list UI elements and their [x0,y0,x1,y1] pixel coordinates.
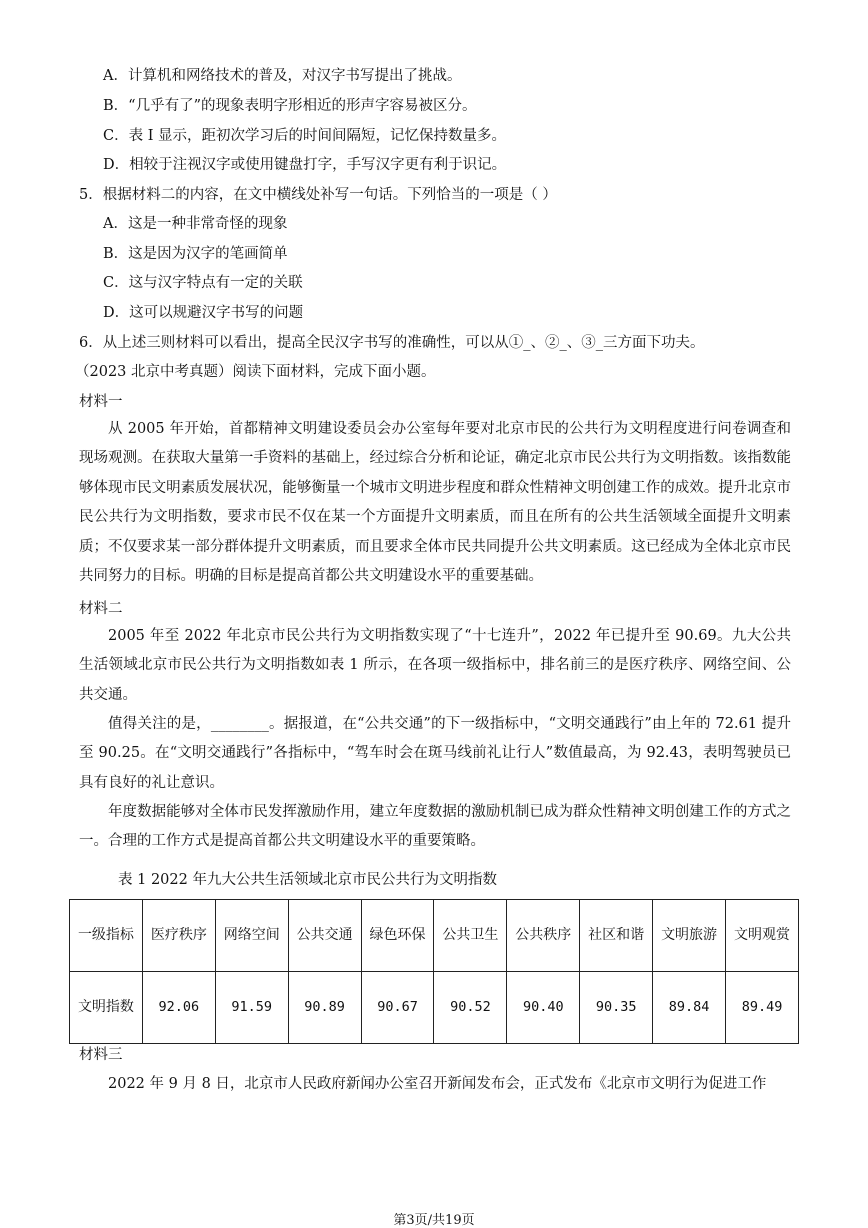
q5-option-c: C．这与汉字特点有一定的关联 [103,275,303,291]
q4-option-c: C．表 I 显示，距初次学习后的时间间隔短，记忆保持数量多。 [103,128,507,144]
civility-index-table [69,899,799,1044]
material-2-para-1: 2005 年至 2022 年北京市民公共行为文明指数实现了“十七连升”，2022 年已提升至 90.69。九大公共生活领域北京市民公共行为文明指数如表 1 所示，在各项一级指标中，排名前三的是医疗秩序、网络空间、公共交通。 [79,628,791,703]
value-cell: 90.35 [580,972,653,1044]
value-cell: 89.84 [653,972,726,1044]
row-label-cell: 文明指数 [70,972,143,1044]
header-cell: 一级指标 [70,900,143,972]
material-3-title: 材料三 [79,1047,123,1063]
header-cell: 文明旅游 [653,900,726,972]
value-cell: 90.89 [288,972,361,1044]
material-1-title: 材料一 [79,394,123,410]
header-cell: 绿色环保 [361,900,434,972]
value-cell: 92.06 [142,972,215,1044]
material-2-title: 材料二 [79,601,123,617]
material-2-para-2: 值得关注的是，________。据报道，在“公共交通”的下一级指标中，“文明交通践行”由上年的 72.61 提升至 90.25。在“文明交通践行”各指标中，“驾车时会在斑马线前礼让行人”数值最高，为 92.43，表明驾驶员已具有良好的礼让意识。 [79,716,791,791]
header-cell: 医疗秩序 [142,900,215,972]
question-5: 5．根据材料二的内容，在文中横线处补写一句话。下列恰当的一项是（ ） [79,187,557,203]
material-2-para-3: 年度数据能够对全体市民发挥激励作用，建立年度数据的激励机制已成为群众性精神文明创建工作的方式之一。合理的工作方式是提高首都公共文明建设水平的重要策略。 [79,804,791,850]
header-cell: 文明观赏 [726,900,799,972]
table-caption: 表 1 2022 年九大公共生活领域北京市民公共行为文明指数 [118,872,497,888]
q4-option-a: A．计算机和网络技术的普及，对汉字书写提出了挑战。 [103,68,462,84]
header-cell: 公共交通 [288,900,361,972]
question-6: 6．从上述三则材料可以看出，提高全民汉字书写的准确性，可以从①_、②_、③_三方面下功夫。 [79,335,705,351]
q5-option-a: A．这是一种非常奇怪的现象 [103,216,288,232]
page-number: 第3页/共19页 [393,1213,475,1228]
source-note: （2023 北京中考真题）阅读下面材料，完成下面小题。 [75,364,436,380]
table-header-row [70,900,799,972]
header-cell: 公共秩序 [507,900,580,972]
q5-option-b: B．这是因为汉字的笔画简单 [103,246,288,262]
material-1-text: 从 2005 年开始，首都精神文明建设委员会办公室每年要对北京市民的公共行为文明程度进行问卷调查和现场观测。在获取大量第一手资料的基础上，经过综合分析和论证，确定北京市民公共行为文明指数。该指数能够体现市民文明素质发展状况，能够衡量一个城市文明进步程度和群众性精神文明创建工作的成效。提升北京市民公共行为文明指数，要求市民不仅在某一个方面提升文明素质，而且在所有的公共生活领域全面提升文明素质；不仅要求某一部分群体提升文明素质，而且要求全体市民共同提升公共文明素质。这已经成为全体北京市民共同努力的目标。明确的目标是提高首都公共文明建设水平的重要基础。 [79,421,791,585]
value-cell: 90.40 [507,972,580,1044]
value-cell: 89.49 [726,972,799,1044]
header-cell: 公共卫生 [434,900,507,972]
header-cell: 网络空间 [215,900,288,972]
value-cell: 90.52 [434,972,507,1044]
table-row [70,972,799,1044]
value-cell: 90.67 [361,972,434,1044]
header-cell: 社区和谐 [580,900,653,972]
material-3-text: 2022 年 9 月 8 日，北京市人民政府新闻办公室召开新闻发布会，正式发布《北京市文明行为促进工作 [108,1076,767,1092]
q4-option-b: B．“几乎有了”的现象表明字形相近的形声字容易被区分。 [103,98,477,114]
value-cell: 91.59 [215,972,288,1044]
q5-option-d: D．这可以规避汉字书写的问题 [103,305,304,321]
q4-option-d: D．相较于注视汉字或使用键盘打字，手写汉字更有利于识记。 [103,157,507,173]
